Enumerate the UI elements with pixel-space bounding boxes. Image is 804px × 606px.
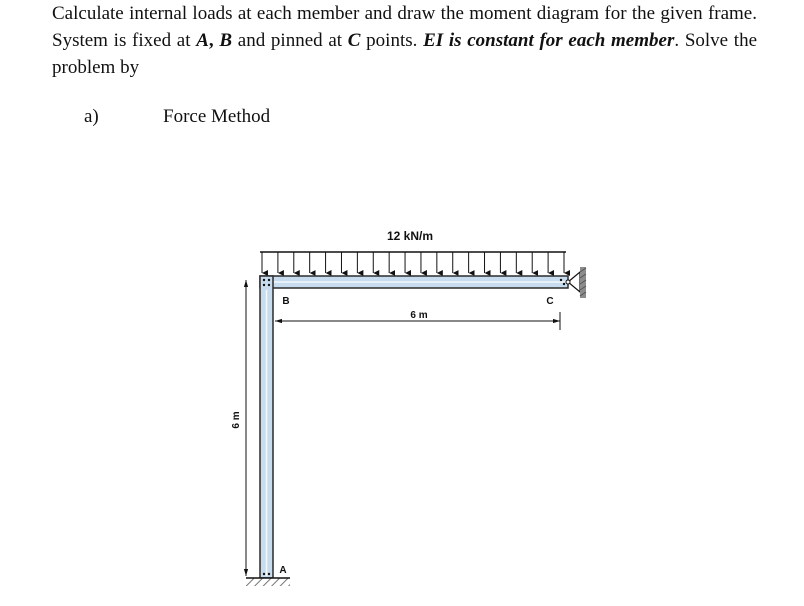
point-a-name: A xyxy=(196,30,209,51)
problem-text-2: and pinned at xyxy=(232,30,348,51)
load-label: 12 kN/m xyxy=(386,229,434,243)
problem-text-3: points. xyxy=(360,30,424,51)
label-b: B xyxy=(282,296,290,307)
point-b-name: B xyxy=(219,30,233,51)
problem-text-1: Calculate internal loads at each member and draw the moment diagram for the given frame. System is fixed at xyxy=(52,3,757,51)
joint-dot xyxy=(563,283,565,285)
fixed-support-a xyxy=(246,578,290,586)
joint-dot xyxy=(268,284,270,286)
joint-dot xyxy=(560,279,562,281)
part-method-title: Force Method xyxy=(163,106,271,127)
joint-dot xyxy=(263,284,265,286)
beam-span-label: 6 m xyxy=(410,310,428,321)
pin-c xyxy=(566,280,570,284)
label-a: A xyxy=(279,565,287,576)
joint-dot xyxy=(263,573,265,575)
joint-dot xyxy=(268,573,270,575)
point-c-name: C xyxy=(347,30,361,51)
column-height-label: 6 m xyxy=(231,411,242,429)
part-label: a) xyxy=(84,106,99,127)
load-arrows xyxy=(262,252,564,273)
joint-dot xyxy=(263,279,265,281)
label-c: C xyxy=(546,296,554,307)
problem-comma: , xyxy=(208,30,220,51)
joint-dot xyxy=(268,279,270,281)
ei-constant-note: EI is constant for each member xyxy=(423,30,675,51)
problem-text-4: . Solve the problem by xyxy=(52,30,758,78)
